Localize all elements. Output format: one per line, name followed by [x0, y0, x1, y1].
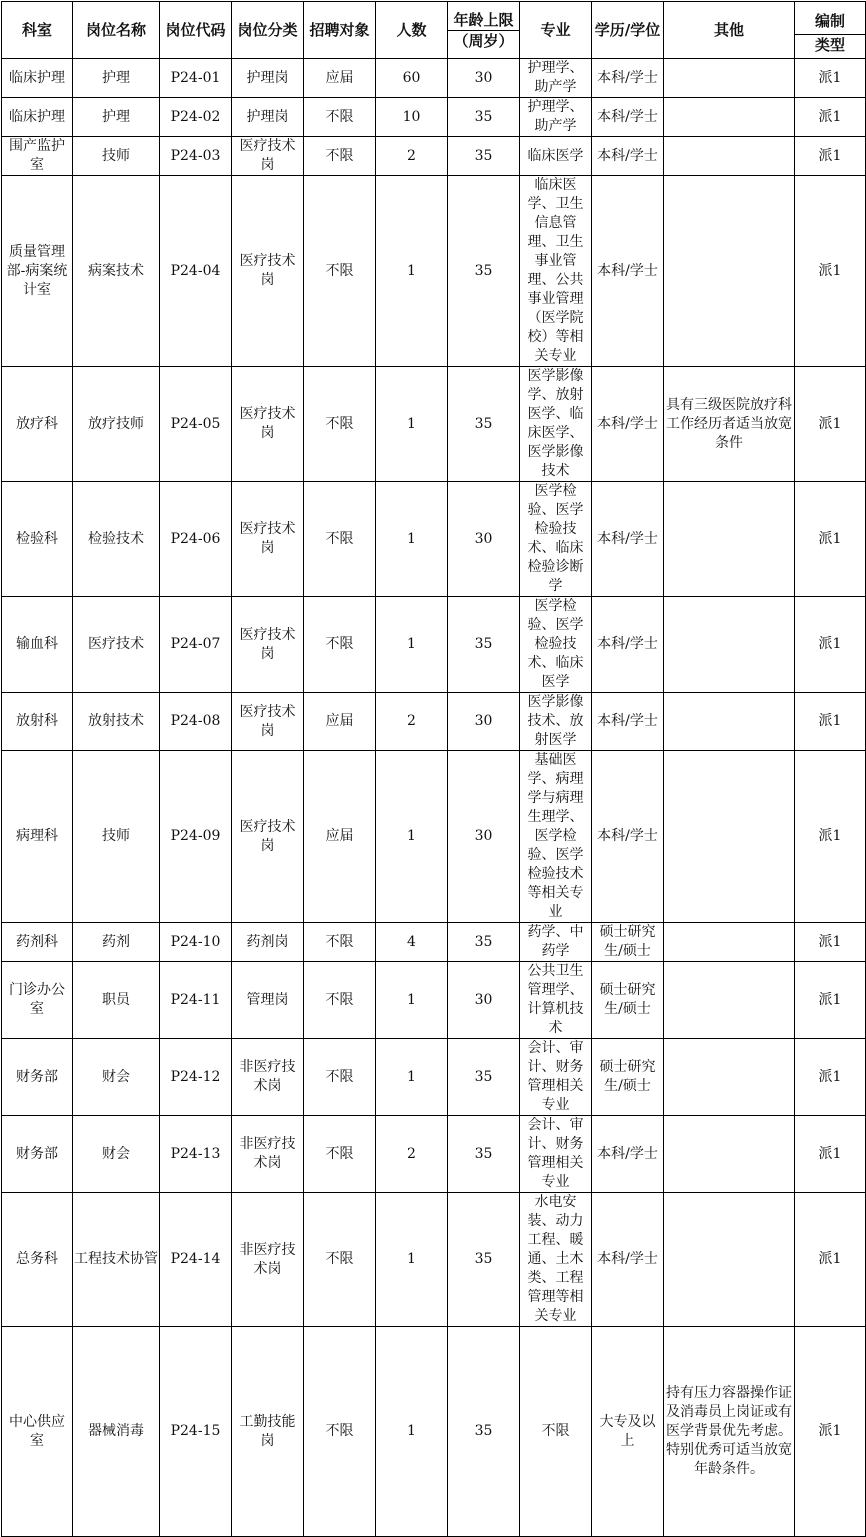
header-other: 其他	[664, 2, 795, 59]
cell-post-class: 管理岗	[232, 962, 304, 1039]
cell-age: 30	[448, 59, 520, 98]
table-row	[2, 923, 866, 962]
cell-dept: 门诊办公室	[2, 962, 73, 1039]
cell-dept: 病理科	[2, 751, 73, 923]
cell-major: 临床医学	[520, 137, 592, 176]
table-row	[2, 1039, 866, 1116]
cell-target: 不限	[304, 482, 376, 597]
cell-age: 30	[448, 482, 520, 597]
cell-type: 派1	[795, 367, 866, 482]
cell-age: 30	[448, 751, 520, 923]
cell-count: 1	[376, 176, 448, 367]
cell-count: 2	[376, 1116, 448, 1193]
cell-count: 2	[376, 693, 448, 751]
cell-other: 具有三级医院放疗科工作经历者适当放宽条件	[664, 367, 795, 482]
cell-major: 护理学、助产学	[520, 98, 592, 137]
cell-major: 医学影像学、放射医学、临床医学、医学影像技术	[520, 367, 592, 482]
cell-target: 不限	[304, 367, 376, 482]
cell-post-name: 放疗技师	[73, 367, 160, 482]
cell-post-code: P24-10	[160, 923, 232, 962]
cell-degree: 本科/学士	[592, 98, 664, 137]
cell-post-class: 医疗技术岗	[232, 482, 304, 597]
cell-target: 不限	[304, 597, 376, 693]
cell-target: 不限	[304, 176, 376, 367]
header-age	[448, 2, 520, 59]
table-row	[2, 59, 866, 98]
cell-post-code: P24-03	[160, 137, 232, 176]
cell-post-name: 医疗技术	[73, 597, 160, 693]
cell-post-class: 工勤技能岗	[232, 1327, 304, 1537]
cell-count: 1	[376, 751, 448, 923]
cell-other	[664, 59, 795, 98]
cell-post-name: 病案技术	[73, 176, 160, 367]
cell-age: 35	[448, 597, 520, 693]
cell-post-class: 医疗技术岗	[232, 751, 304, 923]
cell-post-name: 检验技术	[73, 482, 160, 597]
cell-degree: 本科/学士	[592, 1116, 664, 1193]
recruitment-table	[1, 1, 866, 1537]
cell-post-class: 非医疗技术岗	[232, 1116, 304, 1193]
cell-major: 医学检验、医学检验技术、临床检验诊断学	[520, 482, 592, 597]
cell-post-name: 护理	[73, 59, 160, 98]
cell-major: 公共卫生管理学、计算机技术	[520, 962, 592, 1039]
cell-type: 派1	[795, 693, 866, 751]
cell-post-code: P24-04	[160, 176, 232, 367]
cell-age: 35	[448, 923, 520, 962]
cell-other	[664, 962, 795, 1039]
header-row	[2, 2, 866, 59]
cell-other: 持有压力容器操作证及消毒员上岗证或有医学背景优先考虑。特别优秀可适当放宽年龄条件。	[664, 1327, 795, 1537]
cell-count: 1	[376, 962, 448, 1039]
cell-count: 1	[376, 1039, 448, 1116]
cell-post-name: 药剂	[73, 923, 160, 962]
cell-post-name: 财会	[73, 1116, 160, 1193]
cell-degree: 本科/学士	[592, 751, 664, 923]
header-type-bottom: 类型	[795, 34, 865, 54]
cell-major: 会计、审计、财务管理相关专业	[520, 1039, 592, 1116]
cell-major: 基础医学、病理学与病理生理学、医学检验、医学检验技术等相关专业	[520, 751, 592, 923]
cell-target: 应届	[304, 59, 376, 98]
cell-type: 派1	[795, 482, 866, 597]
cell-post-class: 护理岗	[232, 59, 304, 98]
cell-post-name: 工程技术协管	[73, 1193, 160, 1327]
cell-other	[664, 176, 795, 367]
cell-target: 不限	[304, 1327, 376, 1537]
cell-major: 临床医学、卫生信息管理、卫生事业管理、公共事业管理（医学院校）等相关专业	[520, 176, 592, 367]
header-type-top: 编制	[814, 12, 845, 30]
cell-target: 不限	[304, 137, 376, 176]
cell-post-code: P24-15	[160, 1327, 232, 1537]
cell-post-class: 护理岗	[232, 98, 304, 137]
cell-other	[664, 597, 795, 693]
cell-degree: 本科/学士	[592, 693, 664, 751]
cell-other	[664, 693, 795, 751]
cell-count: 2	[376, 137, 448, 176]
cell-post-name: 器械消毒	[73, 1327, 160, 1537]
cell-degree: 硕士研究生/硕士	[592, 1039, 664, 1116]
cell-post-code: P24-14	[160, 1193, 232, 1327]
cell-type: 派1	[795, 176, 866, 367]
cell-dept: 临床护理	[2, 98, 73, 137]
cell-degree: 本科/学士	[592, 176, 664, 367]
cell-major: 药学、中药学	[520, 923, 592, 962]
table-row	[2, 367, 866, 482]
cell-post-class: 非医疗技术岗	[232, 1039, 304, 1116]
cell-type: 派1	[795, 98, 866, 137]
cell-post-class: 医疗技术岗	[232, 597, 304, 693]
cell-target: 不限	[304, 1039, 376, 1116]
cell-post-code: P24-09	[160, 751, 232, 923]
cell-age: 35	[448, 1327, 520, 1537]
cell-type: 派1	[795, 137, 866, 176]
cell-post-code: P24-07	[160, 597, 232, 693]
cell-degree: 本科/学士	[592, 137, 664, 176]
cell-degree: 本科/学士	[592, 59, 664, 98]
cell-major: 不限	[520, 1327, 592, 1537]
cell-other	[664, 1116, 795, 1193]
header-target: 招聘对象	[304, 2, 376, 59]
cell-post-name: 技师	[73, 751, 160, 923]
header-post-class: 岗位分类	[232, 2, 304, 59]
cell-type: 派1	[795, 1327, 866, 1537]
table-row	[2, 597, 866, 693]
cell-other	[664, 751, 795, 923]
cell-major: 水电安装、动力工程、暖通、土木类、工程管理等相关专业	[520, 1193, 592, 1327]
cell-other	[664, 923, 795, 962]
cell-dept: 输血科	[2, 597, 73, 693]
cell-count: 4	[376, 923, 448, 962]
cell-dept: 临床护理	[2, 59, 73, 98]
header-type	[795, 2, 866, 59]
cell-dept: 总务科	[2, 1193, 73, 1327]
table-row	[2, 482, 866, 597]
cell-dept: 中心供应室	[2, 1327, 73, 1537]
cell-age: 30	[448, 962, 520, 1039]
table-row	[2, 751, 866, 923]
header-degree: 学历/学位	[592, 2, 664, 59]
header-count: 人数	[376, 2, 448, 59]
cell-count: 1	[376, 367, 448, 482]
cell-degree: 硕士研究生/硕士	[592, 962, 664, 1039]
cell-dept: 质量管理部-病案统计室	[2, 176, 73, 367]
cell-other	[664, 137, 795, 176]
cell-age: 35	[448, 1193, 520, 1327]
cell-post-name: 职员	[73, 962, 160, 1039]
cell-post-name: 护理	[73, 98, 160, 137]
cell-type: 派1	[795, 751, 866, 923]
header-age-top: 年龄上限	[453, 10, 514, 29]
cell-age: 30	[448, 693, 520, 751]
cell-degree: 本科/学士	[592, 482, 664, 597]
cell-target: 不限	[304, 962, 376, 1039]
cell-post-code: P24-06	[160, 482, 232, 597]
cell-target: 应届	[304, 693, 376, 751]
cell-type: 派1	[795, 962, 866, 1039]
header-post-name: 岗位名称	[73, 2, 160, 59]
cell-post-code: P24-08	[160, 693, 232, 751]
table-row	[2, 1116, 866, 1193]
cell-target: 应届	[304, 751, 376, 923]
cell-dept: 围产监护室	[2, 137, 73, 176]
cell-other	[664, 482, 795, 597]
cell-age: 35	[448, 1116, 520, 1193]
cell-age: 35	[448, 1039, 520, 1116]
cell-type: 派1	[795, 597, 866, 693]
cell-major: 医学影像技术、放射医学	[520, 693, 592, 751]
cell-degree: 硕士研究生/硕士	[592, 923, 664, 962]
cell-post-class: 医疗技术岗	[232, 367, 304, 482]
cell-degree: 本科/学士	[592, 597, 664, 693]
header-major: 专业	[520, 2, 592, 59]
cell-count: 1	[376, 597, 448, 693]
cell-age: 35	[448, 176, 520, 367]
cell-post-code: P24-11	[160, 962, 232, 1039]
cell-type: 派1	[795, 59, 866, 98]
cell-post-class: 非医疗技术岗	[232, 1193, 304, 1327]
cell-other	[664, 98, 795, 137]
cell-major: 会计、审计、财务管理相关专业	[520, 1116, 592, 1193]
table-row	[2, 1193, 866, 1327]
table-body	[2, 59, 866, 1537]
cell-dept: 检验科	[2, 482, 73, 597]
cell-dept: 放射科	[2, 693, 73, 751]
table-row	[2, 1327, 866, 1537]
cell-degree: 大专及以上	[592, 1327, 664, 1537]
cell-type: 派1	[795, 1039, 866, 1116]
cell-other	[664, 1193, 795, 1327]
header-post-code: 岗位代码	[160, 2, 232, 59]
cell-post-class: 医疗技术岗	[232, 176, 304, 367]
table-row	[2, 693, 866, 751]
cell-target: 不限	[304, 923, 376, 962]
cell-type: 派1	[795, 1193, 866, 1327]
cell-age: 35	[448, 137, 520, 176]
cell-other	[664, 1039, 795, 1116]
cell-post-name: 技师	[73, 137, 160, 176]
cell-target: 不限	[304, 1116, 376, 1193]
cell-post-class: 药剂岗	[232, 923, 304, 962]
cell-dept: 药剂科	[2, 923, 73, 962]
cell-type: 派1	[795, 923, 866, 962]
cell-post-code: P24-12	[160, 1039, 232, 1116]
cell-degree: 本科/学士	[592, 1193, 664, 1327]
cell-age: 35	[448, 367, 520, 482]
header-age-bottom: （周岁）	[448, 30, 519, 50]
header-dept: 科室	[2, 2, 73, 59]
cell-degree: 本科/学士	[592, 367, 664, 482]
cell-post-code: P24-05	[160, 367, 232, 482]
cell-post-code: P24-01	[160, 59, 232, 98]
table-row	[2, 98, 866, 137]
cell-age: 35	[448, 98, 520, 137]
cell-count: 1	[376, 1327, 448, 1537]
cell-count: 10	[376, 98, 448, 137]
table-row	[2, 137, 866, 176]
cell-post-name: 财会	[73, 1039, 160, 1116]
cell-post-code: P24-13	[160, 1116, 232, 1193]
cell-dept: 财务部	[2, 1116, 73, 1193]
cell-target: 不限	[304, 98, 376, 137]
cell-post-name: 放射技术	[73, 693, 160, 751]
cell-post-class: 医疗技术岗	[232, 137, 304, 176]
cell-dept: 放疗科	[2, 367, 73, 482]
cell-post-code: P24-02	[160, 98, 232, 137]
cell-post-class: 医疗技术岗	[232, 693, 304, 751]
cell-dept: 财务部	[2, 1039, 73, 1116]
table-row	[2, 962, 866, 1039]
cell-major: 护理学、助产学	[520, 59, 592, 98]
table-row	[2, 176, 866, 367]
cell-count: 60	[376, 59, 448, 98]
cell-target: 不限	[304, 1193, 376, 1327]
cell-major: 医学检验、医学检验技术、临床医学	[520, 597, 592, 693]
cell-count: 1	[376, 1193, 448, 1327]
cell-count: 1	[376, 482, 448, 597]
cell-type: 派1	[795, 1116, 866, 1193]
